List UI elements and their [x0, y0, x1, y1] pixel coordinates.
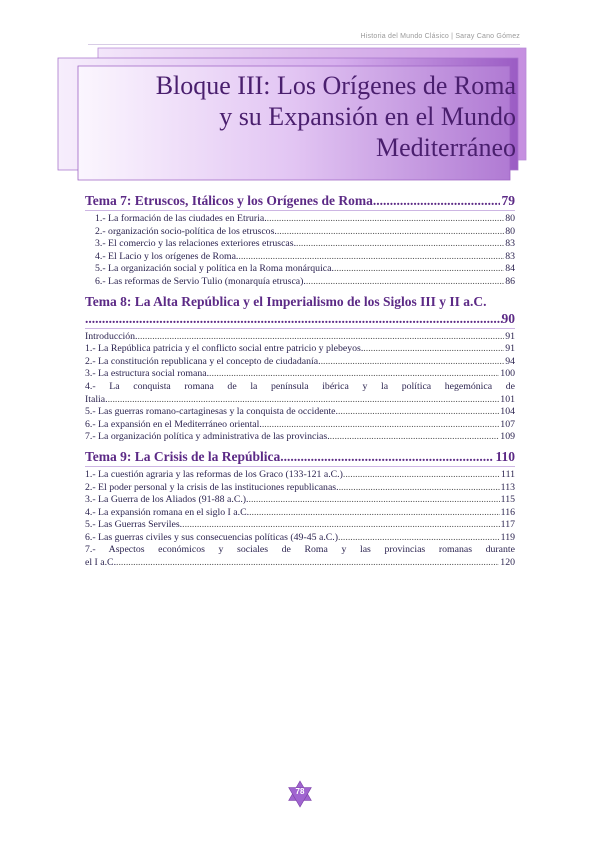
toc-item[interactable] — [85, 494, 515, 507]
toc-item[interactable] — [85, 381, 515, 406]
item-label: 3.- La estructura social romana. — [85, 368, 210, 380]
leader-dots — [238, 251, 504, 264]
item-page: 113 — [500, 481, 515, 493]
leader-dots — [334, 263, 504, 276]
section-rule — [85, 210, 515, 211]
leader-dots — [108, 394, 500, 407]
section-title: Tema 7: Etruscos, Itálicos y los Orígenes de Roma — [85, 193, 373, 208]
toc-item[interactable] — [85, 276, 515, 289]
item-page: 117 — [500, 519, 515, 531]
item-page: 111 — [501, 468, 515, 480]
item-label-continued: Italia. — [85, 393, 108, 405]
item-label: 6.- Las reformas de Servio Tulio (monarquía etrusca). — [95, 275, 306, 287]
leader-dots — [116, 557, 499, 570]
toc-item[interactable] — [85, 263, 515, 276]
item-page: 116 — [500, 506, 515, 518]
item-page: 91 — [505, 330, 515, 342]
toc-section-tema7[interactable] — [85, 192, 515, 209]
toc-item[interactable] — [85, 431, 515, 444]
item-page: 107 — [500, 418, 515, 430]
toc-item[interactable] — [85, 213, 515, 226]
section-leader-line — [85, 310, 515, 327]
item-label: 2.- La constitución republicana y el concepto de ciudadanía. — [85, 355, 321, 367]
item-page: 80 — [505, 213, 515, 224]
table-of-contents — [85, 192, 515, 570]
item-label: 2.- organización socio-política de los etruscos. — [95, 225, 277, 237]
toc-section-tema8[interactable] — [85, 293, 515, 310]
toc-item[interactable] — [85, 356, 515, 369]
item-label: 6.- Las guerras civiles y sus consecuencias políticas (49-45 a.C.) — [85, 531, 339, 543]
section-page: 79 — [501, 193, 515, 208]
item-label: Introducción. — [85, 330, 138, 342]
toc-item[interactable] — [85, 331, 515, 344]
leader-dots — [209, 368, 499, 381]
leader-dots — [306, 276, 504, 289]
leader-dots — [249, 507, 500, 520]
item-label: 5.- Las Guerras Serviles. — [85, 519, 183, 531]
item-page: 115 — [500, 494, 515, 506]
item-page: 84 — [505, 263, 515, 275]
toc-item[interactable] — [85, 343, 515, 356]
toc-item[interactable] — [85, 238, 515, 251]
toc-item[interactable] — [85, 519, 515, 532]
toc-item[interactable] — [85, 406, 515, 419]
toc-item[interactable] — [85, 482, 515, 495]
leader-dots — [321, 356, 505, 369]
toc-item[interactable] — [85, 532, 515, 545]
item-label: 6.- La expansión en el Mediterráneo oriental. — [85, 418, 262, 430]
item-label: 7.- La organización política y administrativa de las provincias. — [85, 431, 330, 443]
item-label: 4.- La conquista romana de la península ibérica y la política hegemónica de — [85, 380, 515, 392]
item-page: 109 — [500, 431, 515, 443]
item-page: 120 — [500, 557, 515, 569]
leader-dots — [267, 213, 505, 226]
leader-dots — [363, 343, 504, 356]
item-label: 5.- La organización social y política en la Roma monárquica. — [95, 263, 334, 275]
leader-dots — [277, 226, 504, 239]
toc-item[interactable] — [85, 507, 515, 520]
item-label: 3.- La Guerra de los Aliados (91-88 a.C.). — [85, 494, 249, 506]
page-number: 78 — [295, 787, 305, 796]
section-title: Tema 9: La Crisis de la República — [85, 448, 281, 464]
toc-item[interactable] — [85, 469, 515, 482]
item-page: 94 — [505, 355, 515, 367]
leader-dots — [296, 238, 504, 251]
item-label: 5.- Las guerras romano-cartaginesas y la conquista de occidente. — [85, 406, 338, 418]
toc-item[interactable] — [85, 419, 515, 432]
toc-item[interactable] — [85, 544, 515, 569]
leader-dots — [338, 406, 499, 419]
leader-dots — [138, 331, 505, 344]
item-label: 1.- La formación de las ciudades en Etruria. — [95, 213, 267, 224]
leader-dots — [373, 192, 500, 209]
leader-dots — [280, 448, 493, 465]
toc-item[interactable] — [85, 368, 515, 381]
leader-dots — [182, 519, 500, 532]
item-page: 83 — [505, 238, 515, 250]
item-page: 100 — [500, 368, 515, 380]
item-label: 4.- El Lacio y los orígenes de Roma. — [95, 250, 239, 262]
item-label: 2.- El poder personal y la crisis de las instituciones republicanas. — [85, 481, 339, 493]
running-header: Historia del Mundo Clásico | Saray Cano Gómez — [360, 33, 520, 40]
leader-dots — [330, 431, 500, 444]
item-page: 101 — [500, 393, 515, 405]
item-label: 1.- La cuestión agraria y las reformas de los Graco (133-121 a.C.) — [85, 468, 343, 480]
item-label-continued: el I a.C. — [85, 557, 117, 569]
toc-item[interactable] — [85, 251, 515, 264]
section-rule — [85, 466, 515, 467]
leader-dots — [338, 532, 500, 545]
item-page: 91 — [505, 343, 515, 355]
title-line-1: Bloque III: Los Orígenes de Roma — [155, 71, 516, 100]
leader-dots — [343, 469, 500, 482]
leader-dots — [249, 494, 500, 507]
section-page: 90 — [501, 310, 515, 326]
item-label: 4.- La expansión romana en el siglo I a.C. — [85, 506, 250, 518]
item-label: 1.- La República patricia y el conflicto social entre patricio y plebeyos. — [85, 343, 364, 355]
toc-item[interactable] — [85, 226, 515, 239]
page-title — [80, 70, 516, 163]
item-label: 3.- El comercio y las relaciones exteriores etruscas. — [95, 238, 297, 250]
toc-section-tema9[interactable] — [85, 448, 515, 465]
title-line-3: Mediterráneo — [375, 133, 516, 162]
leader-dots — [85, 310, 502, 327]
leader-dots — [262, 419, 499, 432]
section-page: 110 — [495, 448, 515, 464]
title-line-2: y su Expansión en el Mundo — [219, 102, 516, 131]
section-rule — [85, 328, 515, 329]
section-title: Tema 8: La Alta República y el Imperialismo de los Siglos III y II a.C. — [85, 293, 487, 309]
item-label: 7.- Aspectos económicos y sociales de Roma y las provincias romanas durante — [85, 544, 515, 556]
leader-dots — [339, 482, 500, 495]
item-page: 86 — [505, 275, 515, 287]
item-page: 83 — [505, 250, 515, 262]
item-page: 119 — [500, 531, 515, 543]
item-page: 80 — [505, 225, 515, 237]
item-page: 104 — [500, 406, 515, 418]
